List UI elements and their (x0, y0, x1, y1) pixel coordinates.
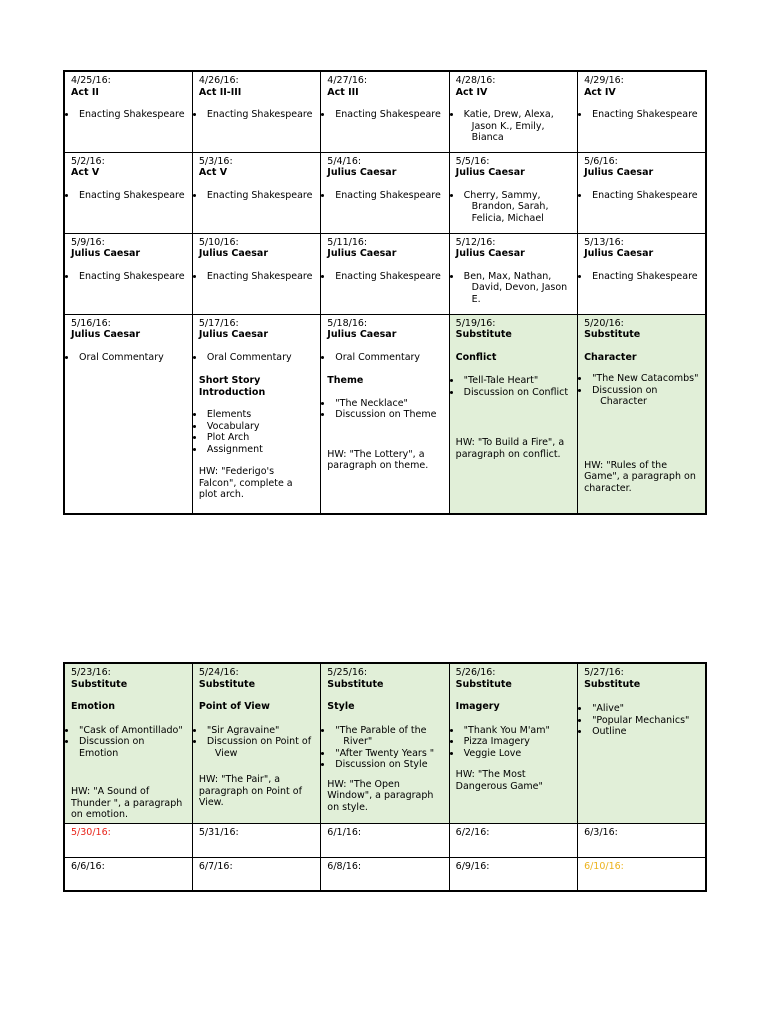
list-item: Discussion on Style (327, 759, 442, 771)
list-item: Outline (584, 726, 699, 738)
homework-line: View. (198, 797, 224, 808)
date: 6/3/16: (584, 826, 618, 838)
date: 5/10/16: (198, 236, 239, 248)
students-line: Felicia, Michael (471, 212, 544, 224)
list-item: "After Twenty Years " (327, 748, 442, 760)
last-day-date: 6/10/16: (584, 860, 624, 872)
homework-line: Dangerous Game" (455, 780, 543, 792)
date: 5/25/16: (327, 667, 368, 678)
day-cell (192, 152, 320, 233)
topic: Julius Caesar (584, 248, 654, 259)
topic: Julius Caesar (71, 329, 141, 340)
holiday-date: 5/30/16: (71, 826, 111, 838)
date: 6/2/16: (455, 826, 490, 838)
topic: Julius Caesar (455, 248, 525, 259)
list-item (456, 271, 571, 306)
topic: Act III (327, 86, 359, 98)
lesson-heading: Conflict (455, 351, 497, 363)
day-cell (449, 71, 577, 152)
day-cell (64, 152, 192, 233)
students-line: Katie, Drew, Alexa, (463, 109, 554, 120)
list-item: Elements (199, 409, 314, 421)
list-item: Discussion on Theme (327, 409, 442, 421)
students-line: Brandon, Sarah, (471, 201, 549, 212)
topic: Substitute (455, 329, 512, 340)
date: 5/3/16: (198, 155, 233, 167)
week-row (64, 152, 706, 233)
homework-line: plot arch. (198, 489, 244, 500)
list-item: Enacting Shakespeare (71, 109, 186, 121)
day-cell (321, 152, 449, 233)
day-cell (578, 233, 706, 314)
list-item (584, 385, 699, 408)
list-item: Enacting Shakespeare (327, 271, 442, 283)
day-cell (64, 857, 192, 891)
day-cell (449, 152, 577, 233)
list-item-text: Discussion on Point of (206, 736, 312, 747)
homework-line: HW: "A Sound of (71, 786, 150, 797)
date: 4/26/16: (198, 75, 239, 86)
list-item: Enacting Shakespeare (327, 109, 442, 121)
week-row (64, 314, 706, 514)
day-cell (64, 71, 192, 152)
week-row (64, 857, 706, 891)
day-cell-substitute (64, 663, 192, 823)
list-item: Veggie Love (456, 748, 571, 760)
homework-line: paragraph on theme. (327, 460, 429, 471)
list-item: Plot Arch (199, 432, 314, 444)
date: 5/27/16: (584, 667, 624, 678)
topic: Substitute (455, 678, 512, 690)
date: 4/28/16: (455, 75, 496, 86)
list-item: Assignment (199, 444, 314, 456)
lesson-heading: Imagery (455, 701, 500, 712)
students-line: E. (471, 293, 481, 305)
day-cell (192, 314, 320, 514)
lesson-heading: Style (327, 701, 355, 712)
lesson-heading: Emotion (71, 701, 116, 712)
day-cell-substitute (321, 663, 449, 823)
date: 6/1/16: (327, 826, 362, 838)
homework-line: on style. (327, 801, 368, 813)
topic: Julius Caesar (584, 167, 654, 178)
homework-line: HW: "To Build a Fire", a (455, 437, 565, 448)
date: 4/25/16: (71, 75, 111, 86)
list-item-text: River" (343, 736, 373, 747)
date: 4/29/16: (584, 75, 624, 86)
list-item: Enacting Shakespeare (584, 190, 699, 202)
day-cell (449, 857, 577, 891)
day-cell (449, 233, 577, 314)
date: 5/18/16: (327, 317, 368, 329)
day-cell-substitute (449, 314, 577, 514)
list-item-text: Discussion on (592, 384, 658, 396)
date: 5/26/16: (455, 667, 496, 678)
day-cell (192, 857, 320, 891)
date: 5/12/16: (455, 236, 496, 248)
homework-line: HW: "The Lottery", a (327, 448, 425, 460)
list-item: "Alive" (584, 703, 699, 715)
topic: Julius Caesar (198, 248, 269, 259)
day-cell (321, 71, 449, 152)
list-item: "Popular Mechanics" (584, 715, 699, 727)
homework-line: HW: "The Most (455, 769, 526, 780)
week-row (64, 663, 706, 823)
day-cell (321, 233, 449, 314)
topic: Julius Caesar (455, 167, 525, 178)
homework-line: on emotion. (71, 809, 128, 820)
date: 5/19/16: (455, 317, 496, 329)
date: 5/11/16: (327, 236, 368, 248)
day-cell (578, 71, 706, 152)
date: 6/7/16: (198, 860, 233, 872)
date: 5/9/16: (71, 236, 105, 248)
students-line: Bianca (471, 132, 504, 143)
schedule-table-2 (63, 662, 707, 892)
day-cell-substitute (578, 314, 706, 514)
homework-line: paragraph on Point of (198, 785, 302, 797)
homework-line: character. (584, 482, 632, 494)
day-cell (321, 823, 449, 857)
topic: Act IV (455, 86, 488, 98)
topic: Julius Caesar (327, 329, 397, 340)
list-item: Enacting Shakespeare (327, 190, 442, 202)
date: 5/6/16: (584, 155, 618, 167)
section-heading: Theme (327, 375, 364, 386)
topic: Act V (198, 167, 228, 178)
homework-line: paragraph on conflict. (455, 448, 561, 460)
list-item: Vocabulary (199, 421, 314, 433)
list-item: Enacting Shakespeare (71, 271, 186, 283)
students-line: Cherry, Sammy, (463, 189, 541, 201)
list-item: Enacting Shakespeare (584, 271, 699, 283)
list-item: "Thank You M'am" (456, 725, 571, 737)
students-line: Ben, Max, Nathan, (463, 270, 552, 282)
list-item: Oral Commentary (71, 352, 186, 364)
day-cell (321, 857, 449, 891)
homework-line: Window", a paragraph (327, 790, 434, 801)
topic: Julius Caesar (327, 167, 397, 178)
homework-line: HW: "The Pair", a (198, 774, 281, 785)
schedule-table-1 (63, 70, 707, 515)
list-item: "The New Catacombs" (584, 373, 699, 385)
section-heading: Short Story (198, 375, 261, 386)
list-item (199, 736, 314, 759)
week-row (64, 233, 706, 314)
list-item: Discussion on Conflict (456, 387, 571, 399)
day-cell (578, 823, 706, 857)
homework-line: Thunder ", a paragraph (71, 797, 183, 809)
day-cell (192, 823, 320, 857)
week-row (64, 823, 706, 857)
date: 5/2/16: (71, 155, 105, 167)
day-cell (64, 314, 192, 514)
topic: Substitute (71, 678, 128, 690)
date: 5/4/16: (327, 155, 362, 167)
section-heading: Introduction (198, 386, 266, 398)
topic: Julius Caesar (71, 248, 141, 259)
homework-line: Falcon", complete a (198, 477, 293, 489)
homework-line: HW: "Rules of the (584, 459, 668, 471)
day-cell (449, 823, 577, 857)
list-item-text: "The Parable of the (335, 724, 427, 736)
list-item (327, 725, 442, 748)
topic: Act II-III (198, 86, 242, 98)
day-cell-substitute (192, 663, 320, 823)
list-item: Enacting Shakespeare (71, 190, 186, 202)
date: 5/17/16: (198, 317, 239, 329)
day-cell (578, 857, 706, 891)
lesson-heading: Point of View (198, 701, 270, 712)
homework-line: HW: "The Open (327, 778, 400, 790)
list-item: Enacting Shakespeare (199, 271, 314, 283)
list-item: Oral Commentary (199, 352, 314, 364)
day-cell (64, 823, 192, 857)
list-item: "Tell-Tale Heart" (456, 375, 571, 387)
day-cell-substitute (578, 663, 706, 823)
list-item (456, 109, 571, 144)
topic: Substitute (584, 329, 641, 340)
day-cell (321, 314, 449, 514)
students-line: David, Devon, Jason (471, 282, 568, 293)
date: 5/16/16: (71, 317, 111, 329)
list-item: "Sir Agravaine" (199, 725, 314, 737)
homework-line: HW: "Federigo's (198, 466, 275, 477)
topic: Julius Caesar (198, 329, 269, 340)
lesson-heading: Character (584, 351, 637, 363)
date: 4/27/16: (327, 75, 368, 86)
homework-line: Game", a paragraph on (584, 471, 696, 482)
date: 6/6/16: (71, 860, 105, 872)
list-item-text: Character (600, 396, 647, 407)
date: 5/31/16: (198, 826, 239, 838)
date: 5/23/16: (71, 667, 111, 678)
topic: Substitute (584, 678, 641, 690)
list-item: "The Necklace" (327, 398, 442, 410)
topic: Act II (71, 86, 99, 98)
list-item: Enacting Shakespeare (584, 109, 699, 121)
day-cell-substitute (449, 663, 577, 823)
date: 5/5/16: (455, 155, 490, 167)
day-cell (578, 152, 706, 233)
week-row (64, 71, 706, 152)
topic: Substitute (198, 678, 256, 690)
topic: Substitute (327, 678, 384, 690)
list-item: "Cask of Amontillado" (71, 725, 186, 737)
topic: Act IV (584, 86, 616, 98)
date: 6/9/16: (455, 860, 490, 872)
day-cell (192, 71, 320, 152)
list-item: Discussion on Emotion (71, 736, 186, 759)
topic: Act V (71, 167, 100, 178)
date: 5/24/16: (198, 667, 239, 678)
list-item: Oral Commentary (327, 352, 442, 364)
list-item: Pizza Imagery (456, 736, 571, 748)
day-cell (64, 233, 192, 314)
day-cell (192, 233, 320, 314)
date: 5/13/16: (584, 236, 624, 248)
list-item (456, 190, 571, 225)
students-line: Jason K., Emily, (471, 120, 545, 132)
topic: Julius Caesar (327, 248, 397, 259)
list-item: Enacting Shakespeare (199, 109, 314, 121)
date: 6/8/16: (327, 860, 362, 872)
list-item-text: View (214, 747, 238, 759)
list-item: Enacting Shakespeare (199, 190, 314, 202)
date: 5/20/16: (584, 317, 624, 329)
